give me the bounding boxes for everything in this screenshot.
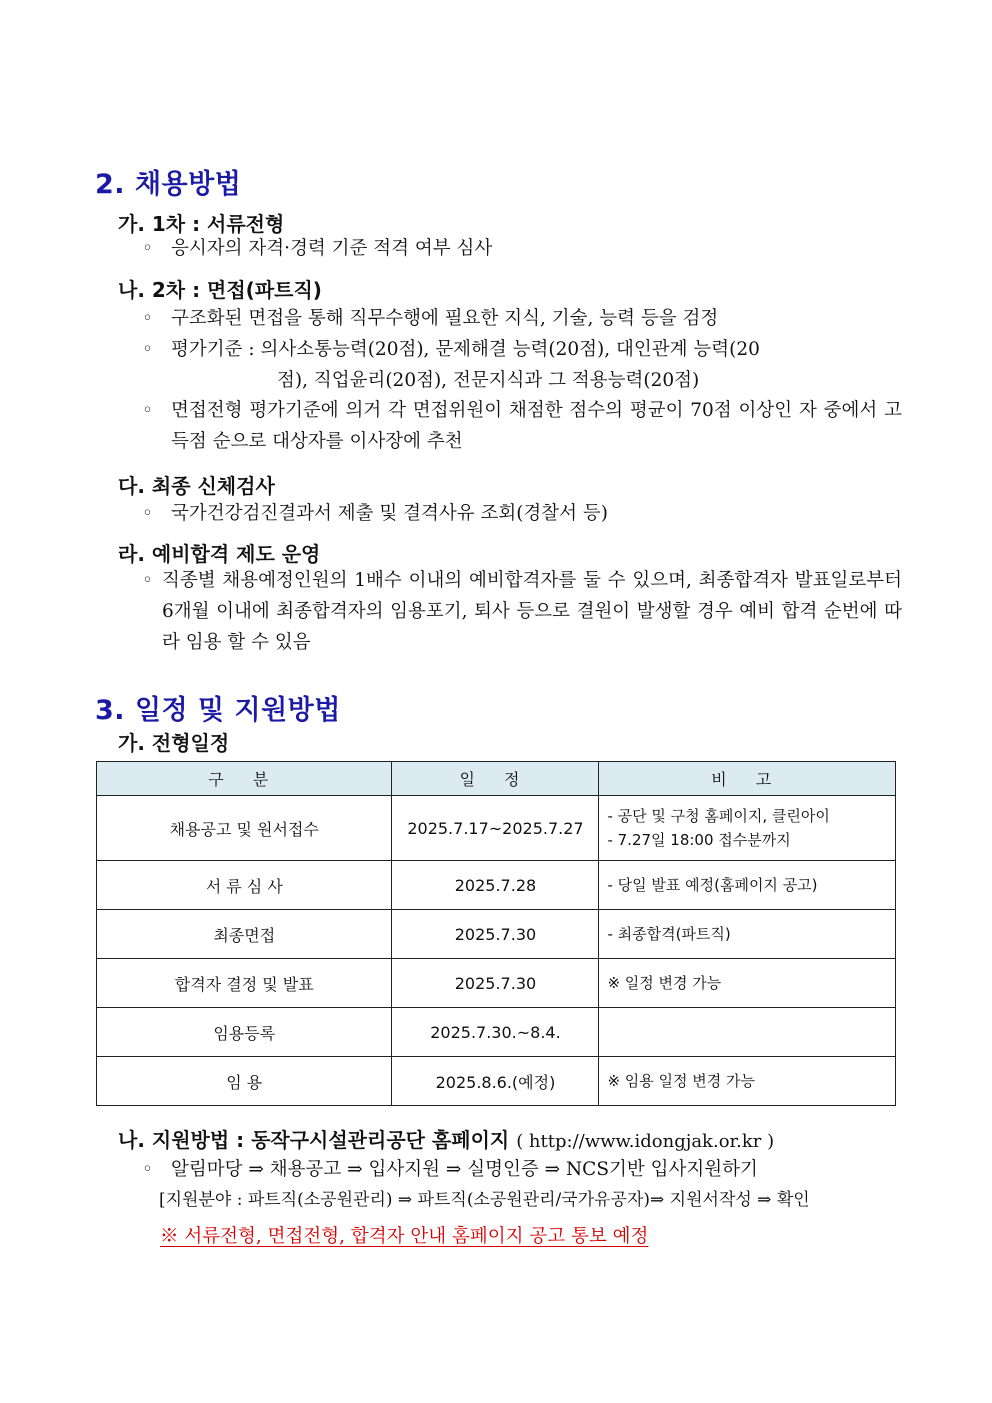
row-note	[599, 1008, 896, 1057]
row-note-line: - 7.27일 18:00 접수분까지	[607, 831, 791, 849]
row-date: 2025.7.30	[392, 910, 599, 959]
bullet-text: 응시자의 자격·경력 기준 적격 여부 심사	[171, 238, 493, 259]
row-date: 2025.7.30	[392, 959, 599, 1008]
bullet-text: 직종별 채용예정인원의 1배수 이내의 예비합격자를 둘 수 있으며, 최종합격자 발표일로부터 6개월 이내에 최종합격자의 임용포기, 퇴사 등으로 결원이 발생할 경우 예비 합격 순번에 따라 임용 할 수 있음	[162, 570, 902, 653]
section2-da-bullet	[142, 498, 902, 529]
row-category: 서 류 심 사	[97, 861, 392, 910]
table-header-note: 비 고	[599, 762, 896, 796]
bullet-mark: ◦	[142, 339, 153, 360]
table-row	[97, 959, 896, 1008]
bullet-mark: ◦	[142, 308, 153, 329]
apply-method-label: 나. 지원방법 : 동작구시설관리공단 홈페이지	[118, 1128, 510, 1152]
bullet-mark: ◦	[142, 1159, 153, 1180]
section2-na-heading: 나. 2차 : 면접(파트직)	[118, 278, 322, 302]
row-category: 채용공고 및 원서접수	[97, 796, 392, 861]
section2-na-bullet3	[142, 395, 902, 457]
row-note-line: - 공단 및 구청 홈페이지, 클린아이	[607, 807, 830, 825]
table-header-row	[97, 762, 896, 796]
section3-title: 3. 일정 및 지원방법	[95, 695, 341, 726]
bullet-mark: ◦	[142, 570, 153, 591]
table-header-date: 일 정	[392, 762, 599, 796]
section2-da-heading: 다. 최종 신체검사	[118, 474, 275, 498]
section3-na-heading	[118, 1124, 774, 1153]
row-date: 2025.7.17~2025.7.27	[392, 796, 599, 861]
table-row	[97, 1057, 896, 1106]
bullet-text: 평가기준 : 의사소통능력(20점), 문제해결 능력(20점), 대인관계 능력(20	[171, 339, 760, 360]
row-date: 2025.7.28	[392, 861, 599, 910]
bullet-mark: ◦	[142, 503, 153, 524]
section2-title: 2. 채용방법	[95, 169, 242, 200]
bullet-mark: ◦	[142, 400, 153, 421]
row-note: ※ 임용 일정 변경 가능	[599, 1057, 896, 1106]
row-category: 최종면접	[97, 910, 392, 959]
section2-ra-heading: 라. 예비합격 제도 운영	[118, 542, 321, 566]
apply-steps	[142, 1154, 902, 1216]
section2-ga-heading: 가. 1차 : 서류전형	[118, 212, 285, 236]
apply-steps-line2: [지원분야 : 파트직(소공원관리) ⇒ 파트직(소공원관리/국가유공자)⇒ 지원서작성 ⇒ 확인	[159, 1190, 810, 1210]
row-note	[599, 796, 896, 861]
row-category: 합격자 결정 및 발표	[97, 959, 392, 1008]
table-row	[97, 861, 896, 910]
section2-na-bullet2	[142, 334, 902, 396]
apply-steps-line1: 알림마당 ⇒ 채용공고 ⇒ 입사지원 ⇒ 실명인증 ⇒ NCS기반 입사지원하기	[171, 1159, 758, 1180]
section2-ga-bullet	[142, 233, 902, 264]
schedule-table	[96, 761, 896, 1106]
bullet-text-continued: 점), 직업윤리(20점), 전문지식과 그 적용능력(20점)	[277, 370, 700, 391]
row-note: - 최종합격(파트직)	[599, 910, 896, 959]
section2-ra-bullet	[142, 565, 902, 658]
bullet-text: 국가건강검진결과서 제출 및 결격사유 조회(경찰서 등)	[171, 503, 609, 524]
row-category: 임 용	[97, 1057, 392, 1106]
table-row	[97, 796, 896, 861]
bullet-text: 면접전형 평가기준에 의거 각 면접위원이 채점한 점수의 평균이 70점 이상인 자 중에서 고득점 순으로 대상자를 이사장에 추천	[171, 400, 902, 452]
section3-ga-heading: 가. 전형일정	[118, 731, 230, 755]
table-row	[97, 1008, 896, 1057]
table-row	[97, 910, 896, 959]
row-date: 2025.7.30.~8.4.	[392, 1008, 599, 1057]
row-note: - 당일 발표 예정(홈페이지 공고)	[599, 861, 896, 910]
row-note: ※ 일정 변경 가능	[599, 959, 896, 1008]
section2-na-bullet1	[142, 303, 902, 334]
homepage-link[interactable]: ( http://www.idongjak.or.kr )	[516, 1131, 775, 1152]
bullet-text: 구조화된 면접을 통해 직무수행에 필요한 지식, 기술, 능력 등을 검정	[171, 308, 719, 329]
row-date: 2025.8.6.(예정)	[392, 1057, 599, 1106]
notice-text: ※ 서류전형, 면접전형, 합격자 안내 홈페이지 공고 통보 예정	[160, 1226, 649, 1247]
table-header-category: 구 분	[97, 762, 392, 796]
row-category: 임용등록	[97, 1008, 392, 1057]
bullet-mark: ◦	[142, 238, 153, 259]
